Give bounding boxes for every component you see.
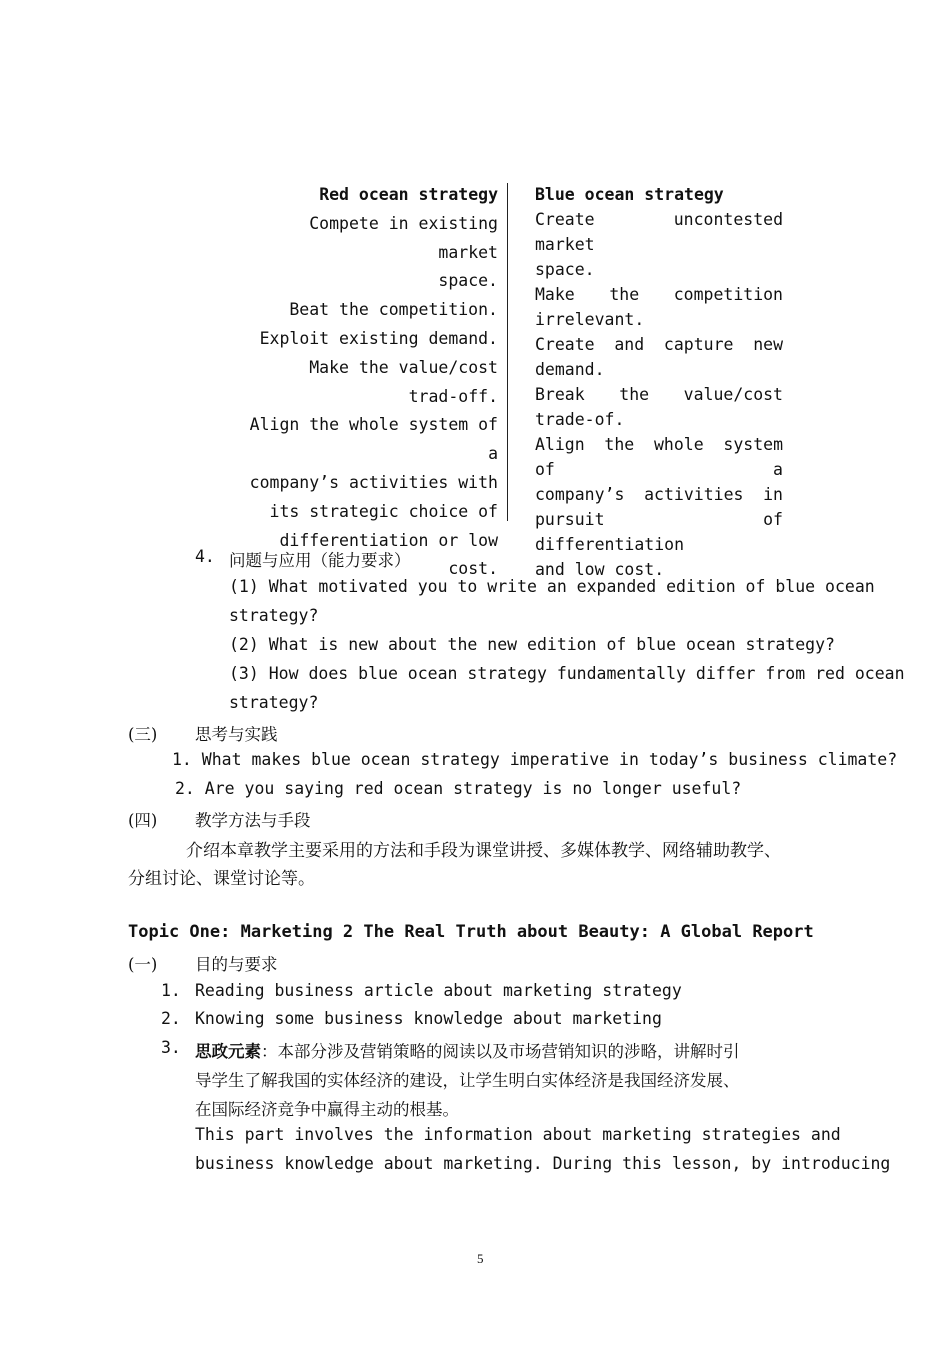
- red-ocean-column: [240, 181, 498, 584]
- section-1-title: 目的与要求: [195, 955, 278, 974]
- section-1-item-1-number: 1.: [161, 981, 181, 1000]
- section-4-marker: (四): [128, 811, 158, 830]
- red-line: cost.: [448, 559, 498, 579]
- blue-line: Make the competition: [535, 285, 783, 304]
- question-3-line-a: [229, 664, 905, 683]
- section-4-para-line-a: 介绍本章教学主要采用的方法和手段为课堂讲授、多媒体教学、网络辅助教学、: [186, 841, 781, 861]
- blue-line: and low cost.: [535, 560, 665, 579]
- question-3-text: (3) How does blue ocean strategy fundamentally differ from red ocean: [229, 664, 905, 683]
- section-1-item-3-line-3: 在国际经济竞争中赢得主动的根基。: [195, 1100, 459, 1119]
- blue-line: Create and capture new: [535, 335, 783, 354]
- red-line: Compete in existing market: [309, 213, 498, 262]
- red-line: trad-off.: [408, 386, 498, 406]
- section-1-item-3-line-1: [195, 1038, 740, 1062]
- topic-heading: Topic One: Marketing 2 The Real Truth about Beauty: A Global Report: [128, 922, 814, 942]
- section-3-item-2: 2. Are you saying red ocean strategy is no longer useful?: [175, 779, 742, 798]
- question-1-text: (1) What motivated you to write an expanded edition of blue ocean: [229, 577, 875, 596]
- red-line: Make the value/cost: [309, 357, 498, 377]
- section-1-item-3-number: 3.: [161, 1038, 181, 1057]
- blue-line: demand.: [535, 360, 605, 379]
- blue-ocean-header: Blue ocean strategy: [535, 185, 724, 204]
- question-1-line-b: strategy?: [229, 606, 319, 625]
- question-1-line-a: [229, 577, 875, 596]
- red-line: Align the whole system of a: [249, 415, 498, 464]
- section-1-item-2: Knowing some business knowledge about marketing: [195, 1009, 662, 1028]
- section-4-para-line-b: 分组讨论、课堂讨论等。: [128, 869, 315, 889]
- section-1-marker: (一): [128, 955, 158, 974]
- section-1-item-1: Reading business article about marketing strategy: [195, 981, 682, 1000]
- question-2: (2) What is new about the new edition of blue ocean strategy?: [229, 635, 835, 654]
- red-line: company’s activities with: [249, 472, 498, 492]
- red-line: its strategic choice of: [269, 501, 498, 521]
- section-3-marker: (三): [128, 725, 158, 744]
- page-number: 5: [477, 1251, 484, 1266]
- blue-line: company’s activities in: [535, 485, 783, 504]
- red-line: differentiation or low: [279, 530, 498, 550]
- table-divider: [507, 183, 508, 521]
- blue-line: irrelevant.: [535, 310, 645, 329]
- section-1-item-3-line-2: 导学生了解我国的实体经济的建设，让学生明白实体经济是我国经济发展、: [195, 1071, 740, 1090]
- section-1-item-3-en-line-2: [195, 1154, 891, 1173]
- red-line: Exploit existing demand.: [259, 328, 498, 348]
- blue-line: pursuit of differentiation: [535, 510, 783, 554]
- questions-heading: 问题与应用（能力要求）: [229, 551, 411, 570]
- section-1-item-3-en-line-1: [195, 1125, 841, 1144]
- english-text-1: This part involves the information about marketing strategies and: [195, 1125, 841, 1144]
- red-line: Beat the competition.: [289, 300, 498, 320]
- ideology-text: ：本部分涉及营销策略的阅读以及市场营销知识的涉略，讲解时引: [261, 1042, 740, 1061]
- blue-line: Break the value/cost: [535, 385, 783, 404]
- blue-line: trade-of.: [535, 410, 625, 429]
- blue-line: Align the whole system of a: [535, 435, 783, 479]
- question-3-line-b: strategy?: [229, 693, 319, 712]
- section-4-title: 教学方法与手段: [195, 811, 311, 830]
- red-ocean-header: Red ocean strategy: [319, 185, 498, 204]
- section-3-title: 思考与实践: [195, 725, 278, 744]
- blue-line: Create uncontested market: [535, 210, 783, 254]
- section-3-item-1: 1. What makes blue ocean strategy imperative in today’s business climate?: [172, 750, 898, 769]
- ideology-label: 思政元素: [195, 1042, 261, 1061]
- red-line: space.: [438, 271, 498, 291]
- blue-line: space.: [535, 260, 595, 279]
- section-1-item-2-number: 2.: [161, 1009, 181, 1028]
- questions-number: 4.: [195, 547, 215, 566]
- english-text-2: business knowledge about marketing. During this lesson, by introducing: [195, 1154, 891, 1173]
- blue-ocean-column: [535, 182, 783, 582]
